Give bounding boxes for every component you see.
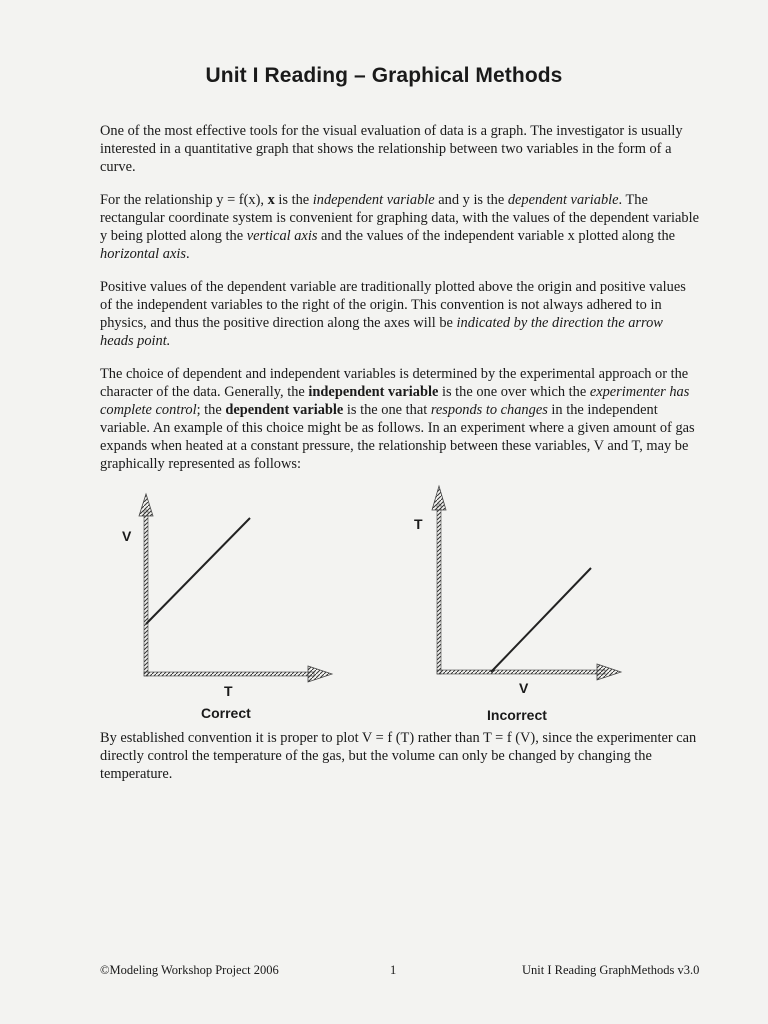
x-axis — [144, 672, 314, 676]
paragraph-positive-values: Positive values of the dependent variable are traditionally plotted above the origin and positive values of the independent variables to the right of the origin. This convention is not always adhered to in physics, and thus the positive direction along the axes will be indicated by the direction the arrow heads point. — [100, 279, 686, 349]
page-title: Unit I Reading – Graphical Methods — [205, 64, 563, 87]
footer-copyright: ©Modeling Workshop Project 2006 — [100, 963, 279, 977]
y-axis — [144, 510, 148, 676]
footer-page-number: 1 — [390, 963, 397, 977]
graph-correct — [128, 490, 348, 690]
left-y-label: V — [122, 528, 132, 544]
paragraph-variable-choice: The choice of dependent and independent variables is determined by the experimental approach or the character of the data. Generally, the independent variable is the one over which the experimenter has complete control; the dependent variable is the one that responds to changes in the independent variable. An example of this choice might be as follows. In an experiment where a given amount of gas expands when heated at a constant pressure, the relationship between these variables, V and T, may be graphically represented as follows: — [100, 366, 695, 472]
x-axis — [437, 670, 605, 674]
paragraph-convention: By established convention it is proper to plot V = f (T) rather than T = f (V), since the experimenter can directly control the temperature of the gas, but the volume can only be changed by changing the temperature. — [100, 730, 697, 782]
paragraph-intro: One of the most effective tools for the visual evaluation of data is a graph. The investigator is usually interested in a quantitative graph that shows the relationship between two variables in the form of a curve. — [100, 123, 683, 175]
data-line — [491, 568, 591, 672]
left-caption: Correct — [201, 705, 251, 721]
x-axis-arrow — [597, 664, 621, 680]
paragraph-relationship: For the relationship y = f(x), x is the independent variable and y is the dependent variable. The rectangular coordinate system is convenient for graphing data, with the values of the dependent variable y being plotted along the vertical axis and the values of the independent variable x plotted along the horizontal axis. — [100, 192, 699, 262]
y-axis — [437, 504, 441, 674]
graph-incorrect — [421, 484, 641, 684]
x-axis-arrow — [308, 666, 332, 682]
y-axis-arrow — [139, 494, 153, 516]
y-axis-arrow — [432, 486, 446, 510]
footer-doc-id: Unit I Reading GraphMethods v3.0 — [522, 963, 700, 977]
right-y-label: T — [414, 516, 423, 532]
left-x-label: T — [224, 683, 233, 699]
right-caption: Incorrect — [487, 707, 547, 723]
data-line — [146, 518, 250, 624]
right-x-label: V — [519, 680, 529, 696]
